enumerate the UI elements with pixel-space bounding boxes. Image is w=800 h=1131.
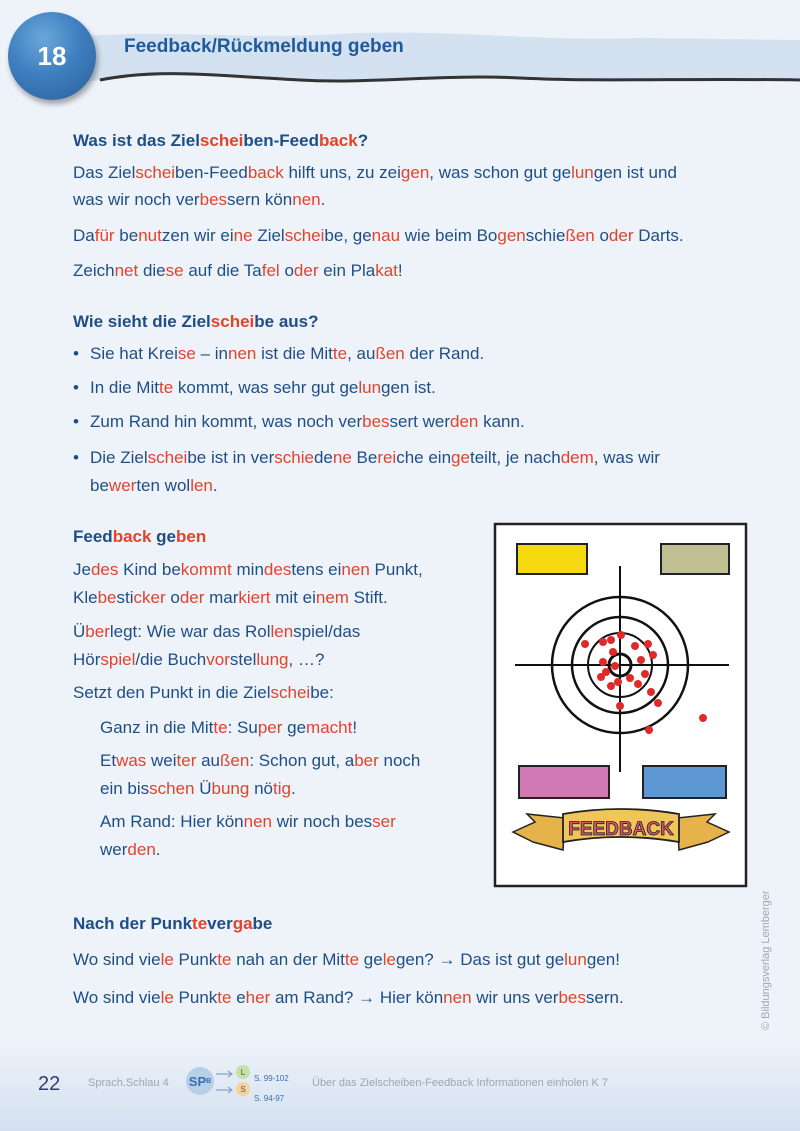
copyright: © Bildungsverlag Lemberger (760, 890, 772, 1030)
paragraph: Dafür benutzen wir eine Zielscheibe, genau wie beim Bogenschießen oder Darts. (73, 226, 684, 245)
footer-info: Über das Zielscheiben-Feedback Informationen einholen K 7 (312, 1077, 608, 1089)
chapter-badge: 18 (8, 12, 96, 100)
reference-L-pages: S. 99-102 (254, 1074, 289, 1083)
section-heading-give-feedback: Feedback geben (73, 527, 207, 546)
paragraph: Etwas weiter außen: Schon gut, aber noch ein bisschen Übung nötig. (100, 751, 421, 798)
arrow-icon: → (358, 988, 376, 1007)
paragraph: was wir noch verbessern können. (73, 190, 326, 209)
arrow-icon (214, 1068, 236, 1096)
book-title: Sprach.Schlau 4 (88, 1077, 169, 1089)
reference-L-icon: L (236, 1065, 250, 1079)
section-heading-what-is: Was ist das Zielscheiben-Feedback? (73, 131, 369, 150)
reference-S-pages: S. 94-97 (254, 1094, 285, 1103)
arrow-icon: → (438, 950, 456, 969)
page-title: Feedback/Rückmeldung geben (124, 36, 404, 57)
svg-text:FEEDBACK: FEEDBACK (568, 819, 674, 840)
paragraph: Zeichnet diese auf die Tafel oder ein Plakat! (73, 261, 403, 280)
section-heading-after-points: Nach der Punktevergabe (73, 914, 273, 933)
section-heading-how-looks: Wie sieht die Zielscheibe aus? (73, 312, 319, 331)
paragraph: Ganz in die Mitte: Super gemacht! (100, 718, 358, 737)
sp-badge-icon: SP B (186, 1067, 214, 1095)
paragraph: Jedes Kind bekommt mindestens einen Punkt, Klebesticker oder markiert mit einem Stift. (73, 560, 423, 607)
paragraph: Wo sind viele Punkte eher am Rand? → Hier können wir uns verbessern. (73, 988, 624, 1007)
paragraph: Überlegt: Wie war das Rollenspiel/das Hörspiel/die Buchvorstellung, …? (73, 622, 361, 669)
paragraph: Am Rand: Hier können wir noch besser werden. (100, 812, 396, 859)
target-poster-illustration (493, 522, 748, 888)
page-number: 22 (38, 1073, 61, 1095)
reference-S-icon: S (236, 1082, 250, 1096)
paragraph: Das Zielscheiben-Feedback hilft uns, zu zeigen, was schon gut gelungen ist und (73, 163, 677, 182)
paragraph: Wo sind viele Punkte nah an der Mitte gelegen? → Das ist gut gelungen! (73, 950, 620, 969)
paragraph: Setzt den Punkt in die Zielscheibe: (73, 683, 334, 702)
